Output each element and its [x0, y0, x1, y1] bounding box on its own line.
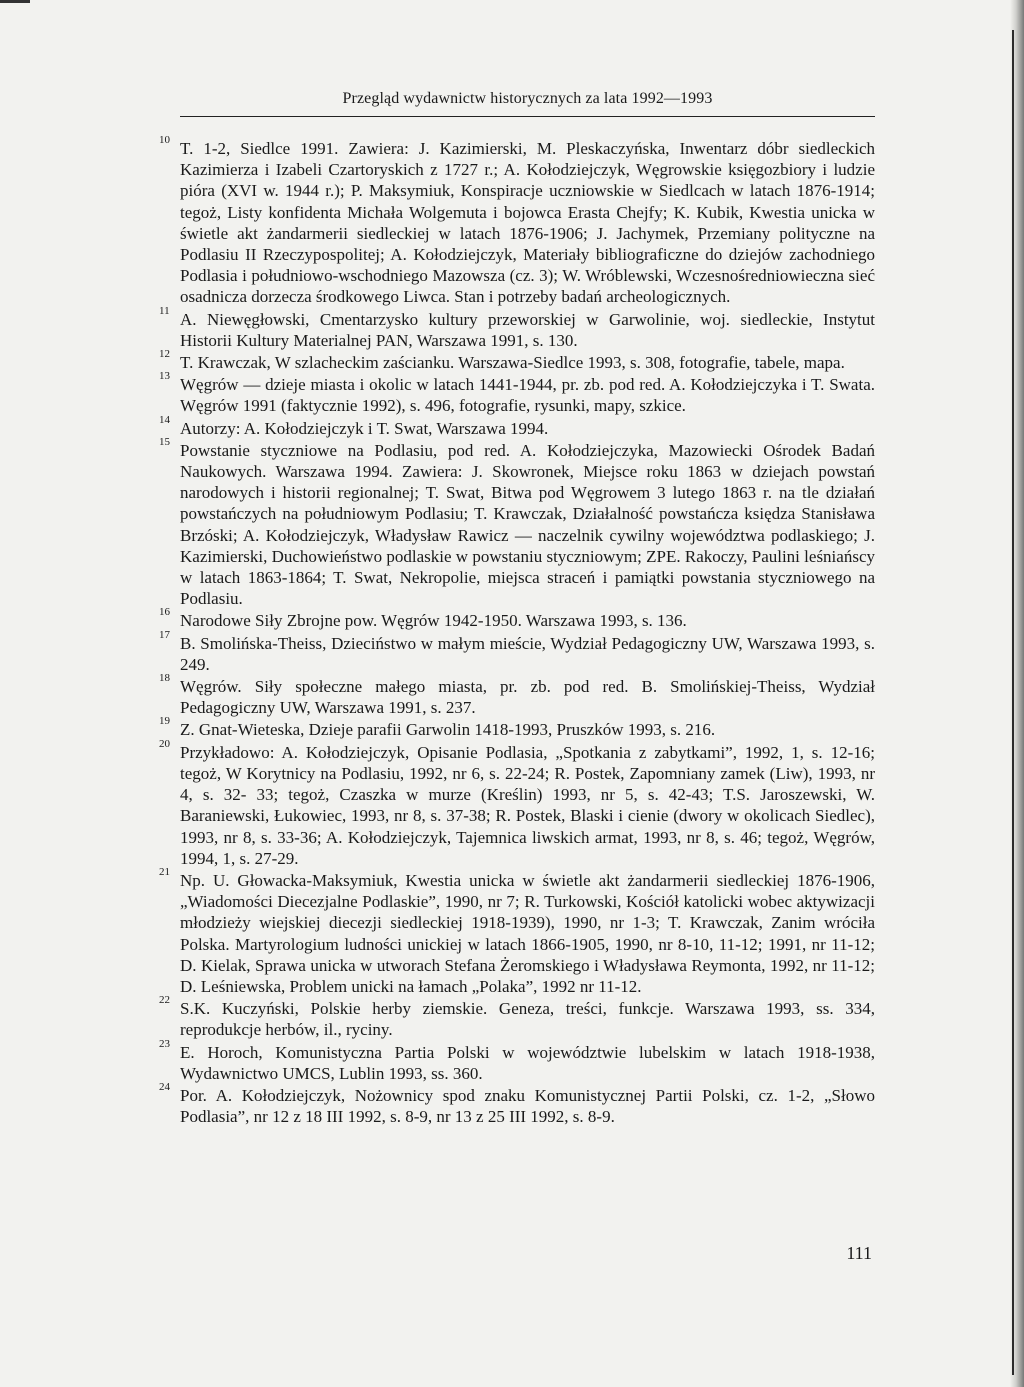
footnote: [159, 1037, 875, 1084]
footnote: [159, 994, 875, 1040]
footnotes-list: [159, 134, 875, 1128]
footnote: [159, 628, 875, 675]
footnote-number: 23: [159, 1037, 170, 1050]
footnote: [159, 348, 875, 373]
footnote-number: 22: [159, 994, 170, 1007]
footnote: [159, 413, 875, 439]
footnote-number: 17: [159, 628, 170, 641]
footnote-text: Powstanie styczniowe na Podlasiu, pod red. A. Kołodziejczyka, Mazowiecki Ośrodek Badań Naukowych. Warszawa 1994. Zawiera: J. Skowronek, Miejsce roku 1863 w dziejach powstań narodowych i historii regionalnej; T. Swat, Bitwa pod Węgrowem 3 lutego 1863 r. na tle działań powstańczych na południowym Podlasiu; T. Krawczak, Działalność powstańcza księdza Stanisława Brzóski; A. Kołodziejczyk, Władysław Rawicz — naczelnik cywilny województwa podlaskiego; J. Kazimierski, Duchowieństwo podlaskie w powstaniu styczniowym; ZPE. Rakoczy, Paulini leśniańscy w latach 1863-1864; T. Swat, Nekropolie, miejsca straceń i pamiątki powstania styczniowego na Podlasiu.: [180, 440, 875, 609]
footnote-number: 20: [159, 737, 170, 750]
footnote-number: 13: [159, 370, 170, 383]
footnote-number: 15: [159, 435, 170, 448]
footnote-number: 21: [159, 865, 170, 878]
footnote: [159, 435, 875, 610]
footnote: [159, 370, 875, 416]
footnote-number: 24: [159, 1080, 170, 1093]
scan-edge-mark: [0, 0, 30, 3]
footnote: [159, 865, 875, 997]
scan-binding-line: [1012, 30, 1014, 1375]
footnote-number: 19: [159, 715, 170, 728]
page-number: 111: [846, 1243, 872, 1263]
footnote-number: 16: [159, 606, 170, 619]
footnote: [159, 134, 875, 308]
footnote-text: Węgrów. Siły społeczne małego miasta, pr. zb. pod red. B. Smolińskiej-Theiss, Wydział Pedagogiczny UW, Warszawa 1991, s. 237.: [180, 677, 875, 718]
footnote: [159, 715, 875, 740]
footnote-text: Przykładowo: A. Kołodziejczyk, Opisanie Podlasia, „Spotkania z zabytkami”, 1992, 1, s. 12-16; tegoż, W Korytnicy na Podlasiu, 1992, nr 6, s. 22-24; R. Postek, Zapomniany zamek (Liw), 1993, nr 4, s. 32- 33; tegoż, Czaszka w murze (Kreślin) 1993, nr 5, s. 42-43; T.S. Jaroszewski, W. Baraniewski, Łukowiec, 1993, nr 8, s. 37-38; R. Postek, Blaski i cienie (dwory w okolicach Siedlec), 1993, nr 8, s. 33-36; A. Kołodziejczyk, Tajemnica liwskich armat, 1993, nr 8, s. 46; tegoż, Węgrów, 1994, 1, s. 27-29.: [180, 742, 875, 868]
footnote-text: T. Krawczak, W szlacheckim zaścianku. Warszawa-Siedlce 1993, s. 308, fotografie, tabele, mapa.: [180, 353, 845, 373]
footnote-text: Węgrów — dzieje miasta i okolic w latach 1441-1944, pr. zb. pod red. A. Kołodziejczyka i T. Swata. Węgrów 1991 (faktycznie 1992), s. 496, fotografie, rysunki, mapy, szkice.: [180, 375, 875, 416]
header-rule: [180, 116, 875, 117]
footnote: [159, 737, 875, 869]
footnote-text: Narodowe Siły Zbrojne pow. Węgrów 1942-1950. Warszawa 1993, s. 136.: [180, 611, 687, 631]
footnote-text: Por. A. Kołodziejczyk, Nożownicy spod znaku Komunistycznej Partii Polski, cz. 1-2, „Słowo Podlasia”, nr 12 z 18 III 1992, s. 8-9, nr 13 z 25 III 1992, s. 8-9.: [180, 1085, 875, 1127]
footnote: [159, 1080, 875, 1127]
footnote-text: T. 1-2, Siedlce 1991. Zawiera: J. Kazimierski, M. Pleskaczyńska, Inwentarz dóbr siedleckich Kazimierza i Izabeli Czartoryskich z 1727 r.; A. Kołodziejczyk, Węgrowskie księgozbiory i ludzie pióra (XVI w. 1944 r.); P. Maksymiuk, Konspiracje uczniowskie w Siedlcach w latach 1876-1914; tegoż, Listy konfidenta Michała Wolgemuta i bojowca Erasta Chejfy; K. Kubik, Kwestia unicka w świetle akt żandarmerii siedleckiej w latach 1876-1906; J. Jachymek, Przemiany polityczne na Podlasiu II Rzeczypospolitej; A. Kołodziejczyk, Materiały bibliograficzne do dziejów zachodniego Podlasia i południowo-wschodniego Mazowsza (cz. 3); W. Wróblewski, Wczesnośredniowieczna sieć osadnicza dorzecza środkowego Liwca. Stan i potrzeby badań archeologicznych.: [180, 139, 875, 307]
footnote: [159, 606, 875, 631]
footnote-text: B. Smolińska-Theiss, Dzieciństwo w małym mieście, Wydział Pedagogiczny UW, Warszawa 1993, s. 249.: [180, 633, 875, 674]
footnote-number: 11: [159, 304, 170, 317]
footnote-text: Autorzy: A. Kołodziejczyk i T. Swat, Warszawa 1994.: [180, 418, 549, 438]
footnote-text: E. Horoch, Komunistyczna Partia Polski w województwie lubelskim w latach 1918-1938, Wydawnictwo UMCS, Lublin 1993, ss. 360.: [180, 1042, 875, 1083]
running-header: Przegląd wydawnictw historycznych za lata 1992—1993: [342, 90, 713, 107]
footnote-text: S.K. Kuczyński, Polskie herby ziemskie. Geneza, treści, funkcje. Warszawa 1993, ss. 334, reprodukcje herbów, il., ryciny.: [180, 999, 875, 1040]
footnote-text: Np. U. Głowacka-Maksymiuk, Kwestia unicka w świetle akt żandarmerii siedleckiej 1876-1906, „Wiadomości Diecezjalne Podlaskie”, 1990, nr 7; R. Turkowski, Kościół katolicki wobec aktywizacji młodzieży wiejskiej diecezji siedleckiej 1918-1939), 1990, nr 1-3; T. Krawczak, Zanim wróciła Polska. Martyrologium ludności unickiej w latach 1866-1905, 1990, nr 8-10, 11-12; 1991, nr 11-12; D. Kielak, Sprawa unicka w utworach Stefana Żeromskiego i Władysława Reymonta, 1992, nr 11-12; D. Leśniewska, Problem unicki na łamach „Polaka”, 1992 nr 11-12.: [180, 870, 875, 996]
footnote-number: 10: [159, 134, 170, 146]
footnote-text: Z. Gnat-Wieteska, Dzieje parafii Garwolin 1418-1993, Pruszków 1993, s. 216.: [180, 720, 716, 740]
footnote-text: A. Niewęgłowski, Cmentarzysko kultury przeworskiej w Garwolinie, woj. siedleckie, Instytut Historii Kultury Materialnej PAN, Warszawa 1991, s. 130.: [180, 309, 875, 350]
footnote-number: 14: [159, 413, 170, 426]
footnote-number: 12: [159, 348, 170, 361]
footnote-number: 18: [159, 672, 170, 685]
footnote: [159, 672, 875, 718]
footnote: [159, 304, 875, 351]
